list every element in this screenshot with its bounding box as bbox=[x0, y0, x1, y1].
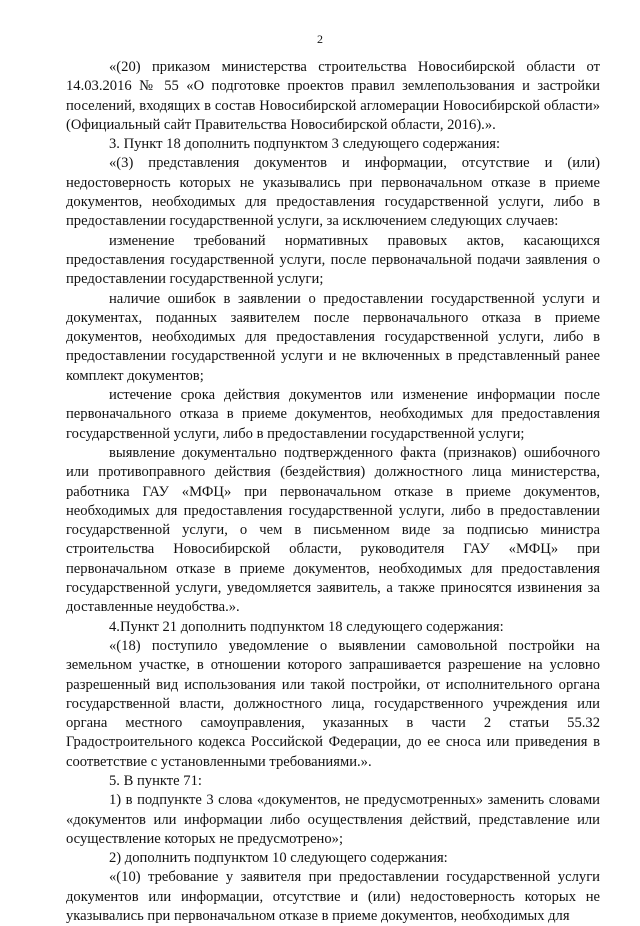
paragraph-case-errors: наличие ошибок в заявлении о предоставлении государственной услуги и документах, поданных заявителем после первоначального отказа в приеме документов, необходимых для предоставления государственной услуги, либо в предоставлении государственной услуги и не включенных в представленный ранее комплект документов; bbox=[66, 290, 600, 384]
paragraph-case-expiry: истечение срока действия документов или изменение информации после первоначального отказа в приеме документов, необходимых для предоставления государственной услуги, либо в предоставлении государственной услуги; bbox=[66, 387, 600, 442]
paragraph-item-5-heading: 5. В пункте 71: bbox=[109, 772, 202, 789]
paragraph-subitem-3: «(3) представления документов и информации, отсутствие и (или) недостоверность которых не указывались при первоначальном отказе в приеме документов, необходимых для предоставления государственной услуги, либо в предоставлении государственной услуги, за исключением следующих случаев: bbox=[66, 155, 600, 230]
paragraph-subitem-18: «(18) поступило уведомление о выявлении самовольной постройки на земельном участке, в отношении которого запрашивается разрешение на условно разрешенный вид использования или такой постройки, от исполнительного органа государственной власти, должностного лица, государственного учреждения или органа местного самоуправления, указанных в части 2 статьи 55.32 Градостроительного кодекса Российской Федерации, до ее сноса или приведения в соответствие с установленными требованиями.». bbox=[66, 637, 600, 770]
paragraph-decree-20: «(20) приказом министерства строительства Новосибирской области от 14.03.2016 № 55 «О подготовке проектов правил землепользования и застройки поселений, входящих в состав Новосибирской агломерации Новосибирской области» (Официальный сайт Правительства Новосибирской области, 2016).». bbox=[66, 59, 600, 133]
paragraph-item-4-heading: 4.Пункт 21 дополнить подпунктом 18 следующего содержания: bbox=[109, 618, 504, 635]
paragraph-change-1: 1) в подпункте 3 слова «документов, не предусмотренных» заменить словами «документов или информации либо осуществления действий, представление или осуществление которых не предусмотрено»; bbox=[66, 792, 600, 847]
paragraph-subitem-10: «(10) требование у заявителя при предоставлении государственной услуги документов или информации, отсутствие и (или) недостоверность которых не указывались при первоначальном отказе в приеме документов, необходимых для bbox=[66, 869, 600, 925]
paragraph-item-3-heading: 3. Пункт 18 дополнить подпунктом 3 следующего содержания: bbox=[109, 136, 501, 153]
paragraph-case-regulation-change: изменение требований нормативных правовых актов, касающихся предоставления государственной услуги, после первоначальной подачи заявления о предоставлении государственной услуги; bbox=[66, 232, 600, 288]
paragraph-case-erroneous-action: выявление документально подтвержденного факта (признаков) ошибочного или противоправного действия (бездействия) должностного лица министерства, работника ГАУ «МФЦ» при первоначальном отказе в приеме документов, необходимых для предоставления государственной услуги, либо в предоставлении государственной услуги, о чем в письменном виде за подписью министра строительства Новосибирской области, руководителя ГАУ «МФЦ» при первоначальном отказе в приеме документов, необходимых для предоставления государственной услуги, уведомляется заявитель, а также приносятся извинения за доставленные неудобства.». bbox=[66, 444, 600, 616]
page-number: 2 bbox=[317, 32, 323, 46]
paragraph-change-2: 2) дополнить подпунктом 10 следующего содержания: bbox=[109, 850, 448, 867]
document-body bbox=[66, 58, 600, 926]
